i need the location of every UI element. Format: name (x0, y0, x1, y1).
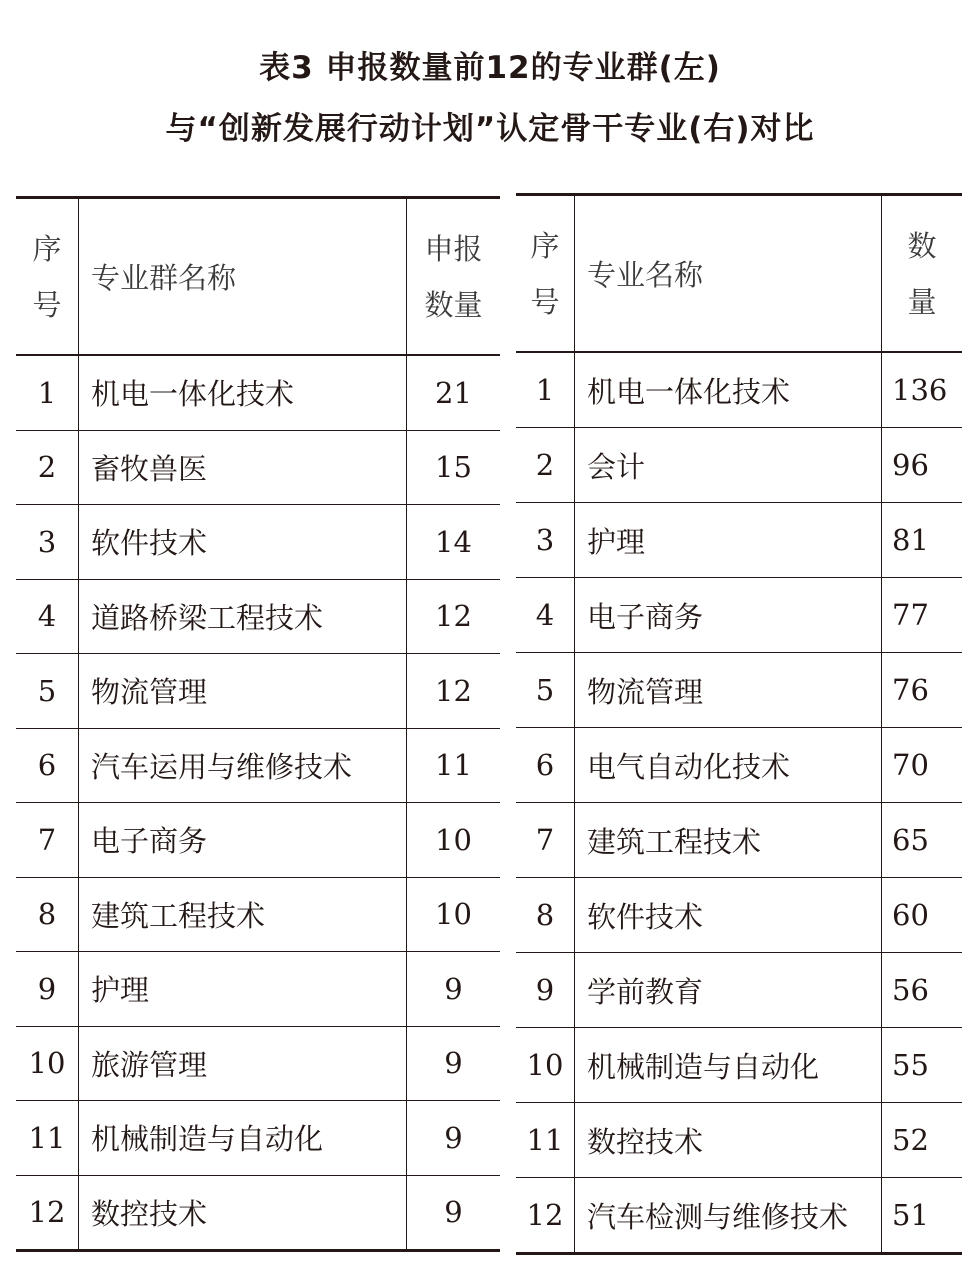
right-row-count-cell: 70 (882, 728, 963, 803)
right-row-index-cell: 10 (516, 1028, 575, 1103)
left-table-row (16, 1175, 500, 1251)
right-header-count-top: 数 (907, 228, 937, 263)
left-table-row (16, 654, 500, 729)
left-table-row (16, 877, 500, 952)
right-row-index-cell: 11 (516, 1103, 575, 1178)
right-row-name-cell: 汽车检测与维修技术 (575, 1178, 882, 1254)
right-row-index-cell: 3 (516, 503, 575, 578)
right-row-name-cell: 电子商务 (575, 578, 882, 653)
left-row-index-cell: 2 (16, 430, 79, 505)
left-row-name-cell: 数控技术 (79, 1175, 407, 1251)
left-header-index-bottom: 号 (32, 287, 62, 322)
left-row-index-cell: 4 (16, 579, 79, 654)
right-row-index-cell: 8 (516, 878, 575, 953)
left-row-count-cell: 14 (407, 505, 501, 580)
left-row-name-cell: 畜牧兽医 (79, 430, 407, 505)
left-row-count-cell: 9 (407, 952, 501, 1027)
left-row-name-cell: 建筑工程技术 (79, 877, 407, 952)
left-header-count-bottom: 数量 (424, 287, 483, 322)
right-row-index-cell: 4 (516, 578, 575, 653)
left-header-index (16, 198, 79, 356)
left-table-row (16, 355, 500, 430)
right-row-name-cell: 机电一体化技术 (575, 352, 882, 428)
left-row-name-cell: 物流管理 (79, 654, 407, 729)
left-row-count-cell: 10 (407, 877, 501, 952)
left-table-row (16, 1026, 500, 1101)
right-row-count-cell: 76 (882, 653, 963, 728)
right-table-row (516, 803, 962, 878)
right-header-name-text: 专业名称 (587, 258, 704, 292)
left-row-index-cell: 10 (16, 1026, 79, 1101)
right-row-name-cell: 软件技术 (575, 878, 882, 953)
left-table-row (16, 1101, 500, 1176)
left-header-count-top: 申报 (424, 231, 483, 266)
left-row-count-cell: 9 (407, 1101, 501, 1176)
right-row-index-cell: 1 (516, 352, 575, 428)
table-title-line-2: 与“创新发展行动计划”认定骨干专业(右)对比 (165, 111, 815, 147)
right-row-name-cell: 护理 (575, 503, 882, 578)
left-row-index-cell: 1 (16, 355, 79, 430)
left-row-name-cell: 软件技术 (79, 505, 407, 580)
right-row-index-cell: 9 (516, 953, 575, 1028)
right-table-key-specialties (516, 193, 962, 1255)
left-row-count-cell: 12 (407, 579, 501, 654)
right-table-row (516, 352, 962, 428)
left-table-row (16, 505, 500, 580)
right-row-name-cell: 电气自动化技术 (575, 728, 882, 803)
left-row-index-cell: 8 (16, 877, 79, 952)
left-row-count-cell: 15 (407, 430, 501, 505)
right-header-index-bottom: 号 (530, 284, 560, 319)
left-row-name-cell: 电子商务 (79, 803, 407, 878)
right-table-row (516, 878, 962, 953)
right-header-count (882, 195, 963, 353)
left-table-row (16, 430, 500, 505)
left-row-index-cell: 11 (16, 1101, 79, 1176)
right-row-count-cell: 96 (882, 428, 963, 503)
right-header-count-bottom: 量 (907, 284, 937, 319)
left-row-count-cell: 9 (407, 1175, 501, 1251)
right-row-count-cell: 136 (882, 352, 963, 428)
right-row-index-cell: 7 (516, 803, 575, 878)
left-row-name-cell: 机电一体化技术 (79, 355, 407, 430)
right-row-index-cell: 12 (516, 1178, 575, 1254)
right-row-count-cell: 55 (882, 1028, 963, 1103)
table-title-line-1: 表3 申报数量前12的专业群(左) (259, 50, 721, 86)
right-row-name-cell: 物流管理 (575, 653, 882, 728)
right-row-count-cell: 52 (882, 1103, 963, 1178)
right-table-row (516, 653, 962, 728)
right-row-count-cell: 65 (882, 803, 963, 878)
left-row-count-cell: 21 (407, 355, 501, 430)
left-row-count-cell: 9 (407, 1026, 501, 1101)
right-row-count-cell: 60 (882, 878, 963, 953)
right-row-count-cell: 51 (882, 1178, 963, 1254)
right-row-name-cell: 会计 (575, 428, 882, 503)
right-table-row (516, 728, 962, 803)
right-table-header-row (516, 195, 962, 353)
right-row-index-cell: 2 (516, 428, 575, 503)
left-header-name (79, 198, 407, 356)
left-table-header-row (16, 198, 500, 356)
right-table-row (516, 578, 962, 653)
right-row-name-cell: 建筑工程技术 (575, 803, 882, 878)
right-table-row (516, 1028, 962, 1103)
left-row-name-cell: 道路桥梁工程技术 (79, 579, 407, 654)
left-row-name-cell: 旅游管理 (79, 1026, 407, 1101)
right-row-name-cell: 学前教育 (575, 953, 882, 1028)
left-row-name-cell: 汽车运用与维修技术 (79, 728, 407, 803)
right-header-index-top: 序 (530, 228, 560, 263)
left-table-row (16, 579, 500, 654)
right-table-row (516, 953, 962, 1028)
left-header-count (407, 198, 501, 356)
left-row-index-cell: 9 (16, 952, 79, 1027)
right-table-row (516, 428, 962, 503)
left-row-name-cell: 机械制造与自动化 (79, 1101, 407, 1176)
left-table-specialty-groups (16, 196, 500, 1252)
right-row-count-cell: 56 (882, 953, 963, 1028)
left-table-row (16, 952, 500, 1027)
left-row-index-cell: 7 (16, 803, 79, 878)
right-table-row (516, 503, 962, 578)
left-table-row (16, 728, 500, 803)
left-header-index-top: 序 (32, 231, 62, 266)
left-row-index-cell: 3 (16, 505, 79, 580)
right-header-index (516, 195, 575, 353)
right-row-count-cell: 77 (882, 578, 963, 653)
left-row-count-cell: 10 (407, 803, 501, 878)
left-row-count-cell: 12 (407, 654, 501, 729)
left-header-name-text: 专业群名称 (91, 261, 237, 295)
left-table-row (16, 803, 500, 878)
left-row-name-cell: 护理 (79, 952, 407, 1027)
left-row-index-cell: 6 (16, 728, 79, 803)
right-row-name-cell: 数控技术 (575, 1103, 882, 1178)
right-header-name (575, 195, 882, 353)
left-row-count-cell: 11 (407, 728, 501, 803)
right-row-index-cell: 5 (516, 653, 575, 728)
right-table-row (516, 1178, 962, 1254)
right-table-row (516, 1103, 962, 1178)
right-row-name-cell: 机械制造与自动化 (575, 1028, 882, 1103)
right-row-count-cell: 81 (882, 503, 963, 578)
left-row-index-cell: 5 (16, 654, 79, 729)
right-row-index-cell: 6 (516, 728, 575, 803)
left-row-index-cell: 12 (16, 1175, 79, 1251)
